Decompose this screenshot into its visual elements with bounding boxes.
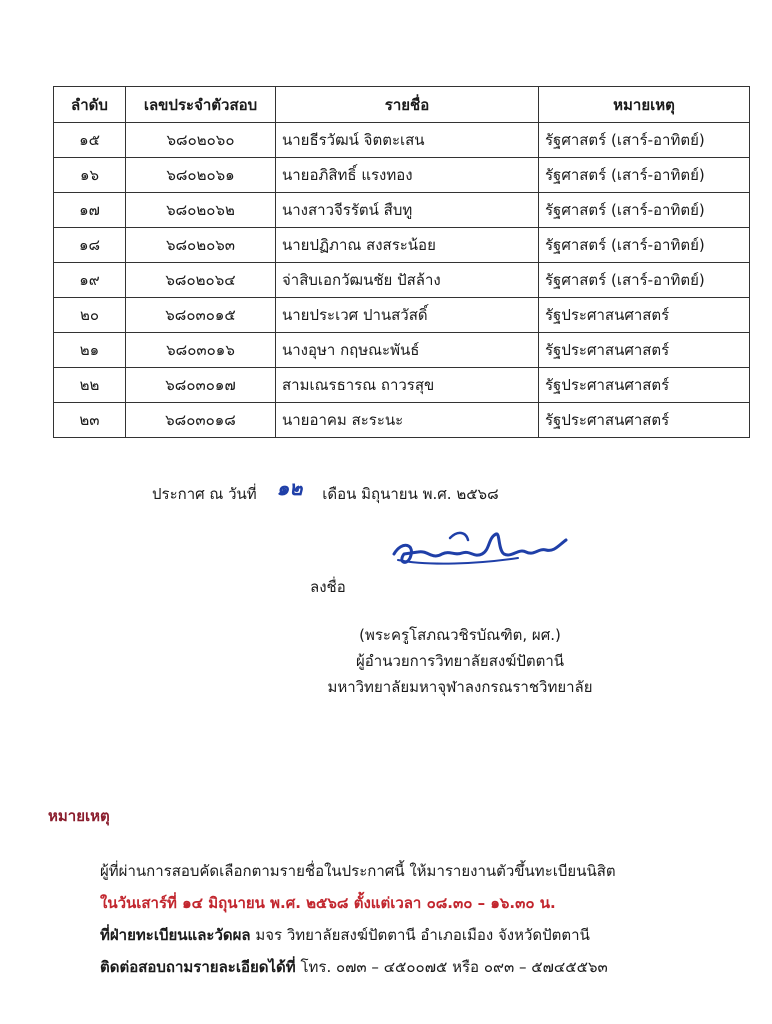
cell-order: ๑๗ — [54, 193, 126, 228]
cell-name: นายธีรวัฒน์ จิตตะเสน — [276, 123, 539, 158]
cell-order: ๑๙ — [54, 263, 126, 298]
remark-line-1: ผู้ที่ผ่านการสอบคัดเลือกตามรายชื่อในประกาศนี้ ให้มารายงานตัวขึ้นทะเบียนนิสิต — [100, 862, 616, 880]
remark-line-4 — [100, 951, 616, 983]
remark-line-3 — [100, 919, 616, 951]
remark-line-4-bold: ติดต่อสอบถามรายละเอียดได้ที่ — [100, 958, 296, 976]
cell-remark: รัฐประศาสนศาสตร์ — [539, 368, 750, 403]
table-row — [54, 263, 750, 298]
remark-line-4-rest: โทร. ๐๗๓ – ๔๕๐๐๗๕ หรือ ๐๙๓ – ๕๗๔๕๕๖๓ — [295, 958, 608, 976]
cell-exam-id: ๖๘๐๒๐๖๒ — [126, 193, 276, 228]
cell-name: นายประเวศ ปานสวัสดิ์ — [276, 298, 539, 333]
table-row — [54, 368, 750, 403]
cell-exam-id: ๖๘๐๓๐๑๕ — [126, 298, 276, 333]
table-row — [54, 298, 750, 333]
table-row — [54, 333, 750, 368]
signer-name: (พระครูโสภณวชิรบัณฑิต, ผศ.) — [359, 626, 561, 644]
announcement-date-line — [152, 476, 503, 508]
cell-exam-id: ๖๘๐๓๐๑๖ — [126, 333, 276, 368]
table-row — [54, 193, 750, 228]
signer-institution: มหาวิทยาลัยมหาจุฬาลงกรณราชวิทยาลัย — [327, 678, 593, 696]
cell-name: นางสาวจีรรัตน์ สืบทู — [276, 193, 539, 228]
handwritten-day: ๑๒ — [276, 476, 303, 500]
cell-order: ๒๐ — [54, 298, 126, 333]
cell-order: ๒๑ — [54, 333, 126, 368]
cell-order: ๑๖ — [54, 158, 126, 193]
cell-order: ๑๕ — [54, 123, 126, 158]
cell-remark: รัฐประศาสนศาสตร์ — [539, 403, 750, 438]
header-name: รายชื่อ — [276, 87, 539, 123]
cell-order: ๒๓ — [54, 403, 126, 438]
table-header-row — [54, 87, 750, 123]
signer-block — [300, 622, 620, 700]
header-remark: หมายเหตุ — [539, 87, 750, 123]
cell-remark: รัฐประศาสนศาสตร์ — [539, 298, 750, 333]
table-row — [54, 228, 750, 263]
remark-line-3-bold: ที่ฝ่ายทะเบียนและวัดผล — [100, 926, 251, 944]
cell-name: นายอภิสิทธิ์ แรงทอง — [276, 158, 539, 193]
signer-position: ผู้อำนวยการวิทยาลัยสงฆ์ปัตตานี — [355, 652, 565, 670]
announcement-suffix: เดือน มิถุนายน พ.ศ. ๒๕๖๘ — [322, 485, 499, 503]
signature-image — [388, 520, 580, 580]
cell-name: นางอุษา กฤษณะพันธ์ — [276, 333, 539, 368]
cell-order: ๑๘ — [54, 228, 126, 263]
roster-table — [53, 86, 750, 438]
header-exam-id: เลขประจำตัวสอบ — [126, 87, 276, 123]
remark-line-2: ในวันเสาร์ที่ ๑๔ มิถุนายน พ.ศ. ๒๕๖๘ ตั้งแต่เวลา ๐๘.๓๐ – ๑๖.๓๐ น. — [100, 894, 556, 912]
remark-line-3-rest: มจร วิทยาลัยสงฆ์ปัตตานี อำเภอเมือง จังหวัดปัตตานี — [250, 926, 590, 944]
cell-name: สามเณรธารณ ถาวรสุข — [276, 368, 539, 403]
cell-remark: รัฐศาสตร์ (เสาร์-อาทิตย์) — [539, 123, 750, 158]
cell-remark: รัฐศาสตร์ (เสาร์-อาทิตย์) — [539, 193, 750, 228]
table-row — [54, 403, 750, 438]
cell-remark: รัฐประศาสนศาสตร์ — [539, 333, 750, 368]
cell-remark: รัฐศาสตร์ (เสาร์-อาทิตย์) — [539, 158, 750, 193]
cell-name: นายอาคม สะระนะ — [276, 403, 539, 438]
cell-exam-id: ๖๘๐๓๐๑๘ — [126, 403, 276, 438]
cell-exam-id: ๖๘๐๒๐๖๔ — [126, 263, 276, 298]
announcement-prefix: ประกาศ ณ วันที่ — [152, 485, 257, 503]
cell-exam-id: ๖๘๐๒๐๖๓ — [126, 228, 276, 263]
sign-label: ลงชื่อ — [310, 578, 346, 596]
cell-remark: รัฐศาสตร์ (เสาร์-อาทิตย์) — [539, 228, 750, 263]
cell-order: ๒๒ — [54, 368, 126, 403]
cell-remark: รัฐศาสตร์ (เสาร์-อาทิตย์) — [539, 263, 750, 298]
cell-exam-id: ๖๘๐๒๐๖๑ — [126, 158, 276, 193]
cell-exam-id: ๖๘๐๓๐๑๗ — [126, 368, 276, 403]
table-row — [54, 158, 750, 193]
cell-exam-id: ๖๘๐๒๐๖๐ — [126, 123, 276, 158]
cell-name: นายปฏิภาณ สงสระน้อย — [276, 228, 539, 263]
header-order: ลำดับ — [54, 87, 126, 123]
remark-body — [100, 855, 616, 983]
table-row — [54, 123, 750, 158]
remark-title: หมายเหตุ — [48, 807, 110, 825]
cell-name: จ่าสิบเอกวัฒนชัย ปัสล้าง — [276, 263, 539, 298]
